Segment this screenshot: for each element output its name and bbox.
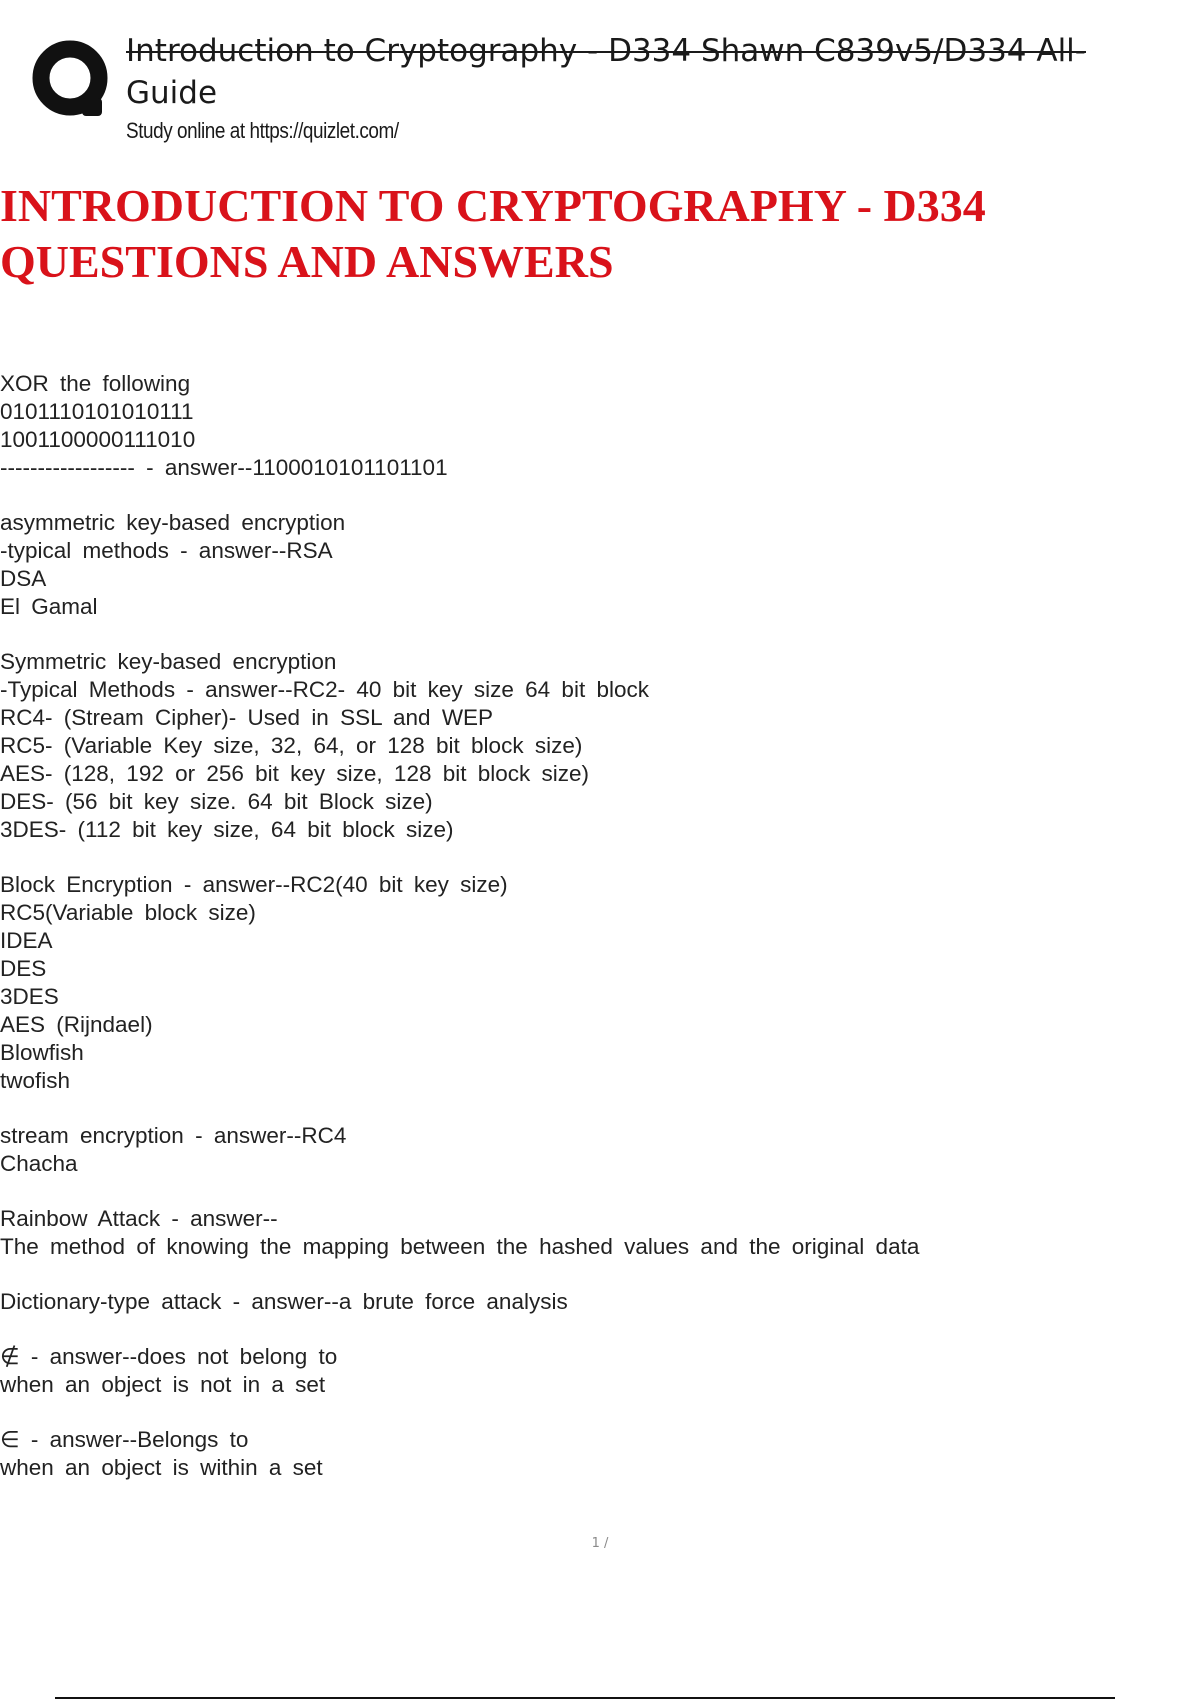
qa-line: ∉ - answer--does not belong to [0,1344,338,1369]
qa-item-rainbow-attack [0,1205,1190,1261]
document-title [126,30,1200,114]
qa-line: AES- (128, 192 or 256 bit key size, 128 bit block size) [0,761,590,786]
qa-line: asymmetric key-based encryption [0,510,346,535]
qa-line: twofish [0,1068,71,1093]
qa-item-not-element-of [0,1343,1190,1399]
study-online-link[interactable]: Study online at https://quizlet.com/ [126,118,399,143]
qa-line: Block Encryption - answer--RC2(40 bit key size) [0,872,508,897]
qa-line: IDEA [0,928,53,953]
qa-line: El Gamal [0,594,98,619]
qa-line: The method of knowing the mapping between the hashed values and the original data [0,1234,920,1259]
qa-line: XOR the following [0,371,191,396]
qa-line: RC5- (Variable Key size, 32, 64, or 128 bit block size) [0,733,583,758]
qa-item-dictionary-attack [0,1288,1190,1316]
footer-divider [55,1697,1115,1699]
quizlet-logo-icon [30,36,136,126]
qa-line: stream encryption - answer--RC4 [0,1123,347,1148]
qa-line: when an object is not in a set [0,1372,326,1397]
qa-item-symmetric [0,648,1190,844]
qa-line: -typical methods - answer--RSA [0,538,333,563]
main-heading [0,178,1180,290]
document-title-struck: Introduction to Cryptography - D334 Shawn C839v5/D334 All- [126,33,1086,69]
qa-line: Chacha [0,1151,78,1176]
qa-item-element-of [0,1426,1190,1482]
main-heading-line-1: INTRODUCTION TO CRYPTOGRAPHY - D334 [0,180,986,231]
page-number: 1 / [591,1536,609,1551]
qa-line: Rainbow Attack - answer-- [0,1206,278,1231]
qa-item-stream-encryption [0,1122,1190,1178]
qa-item-asymmetric [0,509,1190,621]
qa-line: 0101110101010111 [0,399,194,424]
qa-line: RC4- (Stream Cipher)- Used in SSL and WEP [0,705,494,730]
qa-item-block-encryption [0,871,1190,1095]
qa-line: ∈ - answer--Belongs to [0,1427,249,1452]
qa-line: DES- (56 bit key size. 64 bit Block size) [0,789,433,814]
document-title-rest: Guide [126,75,218,111]
qa-line: Symmetric key-based encryption [0,649,337,674]
qa-line: 3DES [0,984,59,1009]
qa-line: AES (Rijndael) [0,1012,153,1037]
qa-line: DSA [0,566,47,591]
main-heading-line-2: QUESTIONS AND ANSWERS [0,236,614,287]
qa-line: DES [0,956,47,981]
qa-list [0,370,1190,1509]
qa-line: Dictionary-type attack - answer--a brute force analysis [0,1289,568,1314]
qa-line: when an object is within a set [0,1455,323,1480]
qa-line: ------------------ - answer--1100010101101101 [0,455,448,480]
qa-line: 1001100000111010 [0,427,196,452]
document-header [30,30,1190,150]
qa-line: Blowfish [0,1040,84,1065]
qa-item-xor [0,370,1190,482]
qa-line: 3DES- (112 bit key size, 64 bit block size) [0,817,454,842]
qa-line: RC5(Variable block size) [0,900,256,925]
qa-line: -Typical Methods - answer--RC2- 40 bit key size 64 bit block [0,677,649,702]
